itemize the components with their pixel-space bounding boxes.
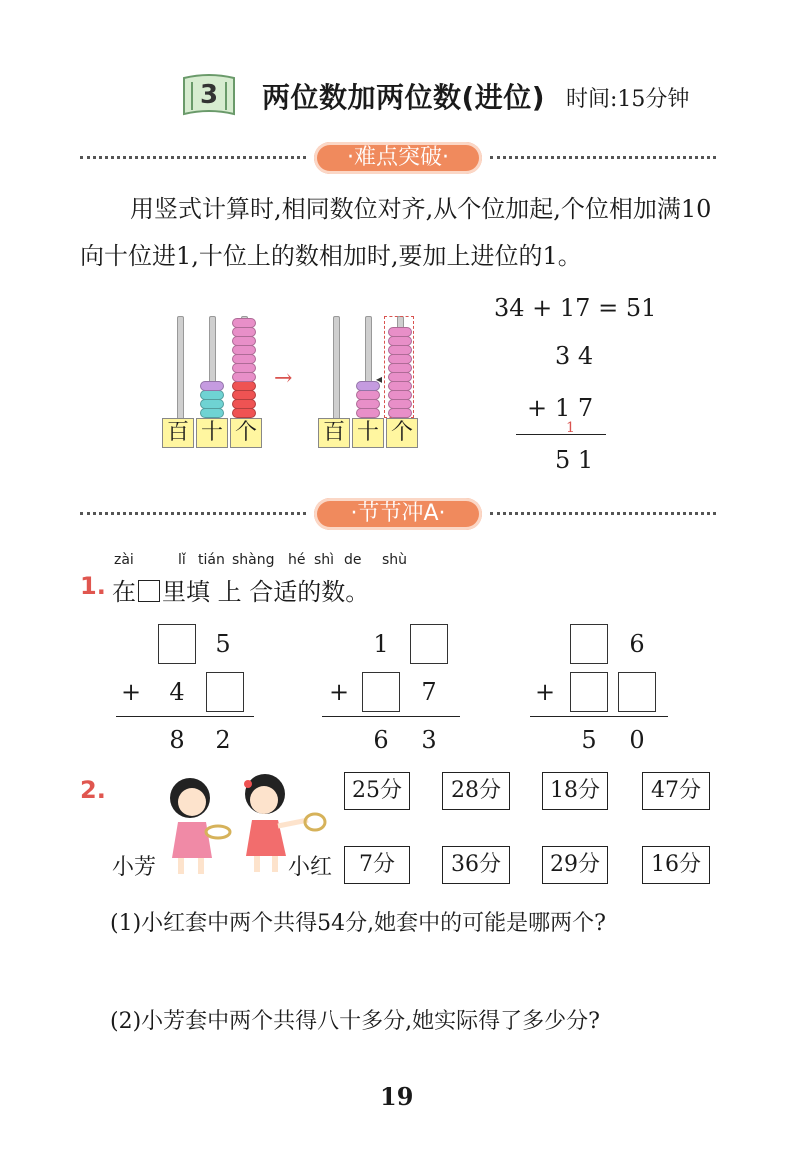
answer-box[interactable] [206,672,244,712]
abacus-bead [232,372,256,382]
carry-arrow-icon: ◂ [376,372,383,386]
pinyin: tián [198,552,225,568]
plus-sign: + [328,678,350,706]
dotted-divider [80,512,306,515]
score-card: 47分 [642,772,710,810]
question-text-part: 里填 上 合适的数。 [162,578,370,606]
score-card: 28分 [442,772,510,810]
abacus-bead [388,336,412,346]
place-label: 十 [196,418,228,448]
abacus-base [162,418,264,448]
calc-line [322,716,460,717]
abacus-bead [200,408,224,418]
digit: 1 [373,630,389,658]
question-number: 2. [80,776,106,804]
calc-second-number: 1 7 [555,394,594,422]
abacus-bead [232,318,256,328]
subquestion-1: (1)小红套中两个共得54分,她套中的可能是哪两个? [110,911,606,936]
question-text-part: 在 [112,578,136,606]
digit: 5 [215,630,231,658]
abacus-bead [232,336,256,346]
answer-box[interactable] [410,624,448,664]
pinyin: shù [382,552,408,568]
abacus-bead [388,363,412,373]
abacus-rod [177,316,184,420]
score-card: 16分 [642,846,710,884]
abacus-after [316,316,416,452]
plus-sign: + [534,678,556,706]
abacus-bead [356,408,380,418]
abacus-bead [232,399,256,409]
dotted-divider [80,156,306,159]
lesson-badge [180,72,238,116]
abacus-bead [388,390,412,400]
answer-box[interactable] [570,624,608,664]
digit: 2 [215,726,231,754]
abacus-bead [388,327,412,337]
abacus-bead [356,390,380,400]
example-equation: 34 + 17 = 51 [494,294,657,322]
pinyin: de [344,552,362,568]
name-xiaohong: 小红 [288,855,333,880]
time-limit: 时间:15分钟 [566,87,690,112]
pinyin: zài [114,552,134,568]
section-label-difficulty: ·难点突破· [314,142,482,174]
page-number: 19 [380,1082,414,1111]
place-label: 个 [230,418,262,448]
calc-line [116,716,254,717]
calc-result: 5 1 [555,446,594,474]
question-number: 1. [80,572,106,600]
square-box-icon [138,580,160,602]
section-label-practice: ·节节冲A· [314,498,482,530]
abacus-bead [232,363,256,373]
score-card: 25分 [344,772,410,810]
abacus-bead [356,399,380,409]
digit: 7 [421,678,437,706]
calc-top-number: 3 4 [555,342,594,370]
lesson-number: 3 [199,80,219,110]
place-label: 百 [318,418,350,448]
abacus-bead [200,381,224,391]
place-label: 百 [162,418,194,448]
abacus-before [160,316,260,452]
abacus-bead [388,381,412,391]
answer-box[interactable] [362,672,400,712]
place-label: 十 [352,418,384,448]
dotted-divider [490,156,716,159]
calc-line [530,716,668,717]
score-card: 18分 [542,772,608,810]
abacus-bead [232,345,256,355]
abacus-rod [333,316,340,420]
name-xiaofang: 小芳 [112,855,157,880]
abacus-base [318,418,420,448]
digit: 0 [629,726,645,754]
abacus-bead [388,372,412,382]
dotted-divider [490,512,716,515]
digit: 8 [169,726,185,754]
digit: 5 [581,726,597,754]
digit: 3 [421,726,437,754]
score-card: 7分 [344,846,410,884]
pinyin: shì [314,552,335,568]
carry-digit: 1 [566,420,575,436]
abacus-bead [232,408,256,418]
score-card: 36分 [442,846,510,884]
pinyin: hé [288,552,306,568]
subquestion-2: (2)小芳套中两个共得八十多分,她实际得了多少分? [110,1009,600,1034]
explanation-paragraph: 用竖式计算时,相同数位对齐,从个位加起,个位相加满10向十位进1,十位上的数相加时,要加上进位的1。 [80,195,712,270]
abacus-bead [388,408,412,418]
plus-sign: + [120,678,142,706]
abacus-bead [388,399,412,409]
abacus-bead [232,390,256,400]
answer-box[interactable] [618,672,656,712]
abacus-bead [388,354,412,364]
digit: 6 [629,630,645,658]
abacus-bead [200,399,224,409]
digit: 4 [169,678,185,706]
abacus-bead [388,345,412,355]
pinyin: lǐ [178,552,186,568]
pinyin: shàng [232,552,275,568]
place-label: 个 [386,418,418,448]
answer-box[interactable] [570,672,608,712]
page-title: 两位数加两位数(进位) [262,81,546,114]
question-text [112,572,369,607]
answer-box[interactable] [158,624,196,664]
abacus-bead [232,354,256,364]
score-card: 29分 [542,846,608,884]
calc-plus-sign: + [527,394,548,422]
abacus-bead [232,327,256,337]
abacus-bead [232,381,256,391]
digit: 6 [373,726,389,754]
arrow-right-icon: → [274,366,293,391]
calc-line [516,434,606,435]
abacus-bead [200,390,224,400]
